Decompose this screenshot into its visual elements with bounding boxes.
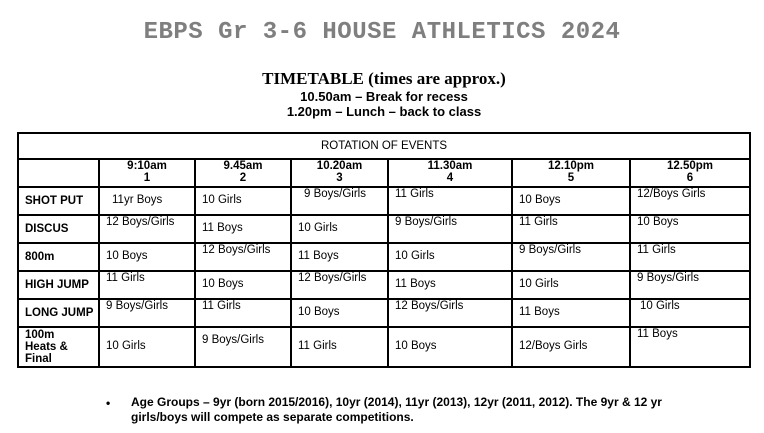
bullet-marker: •	[106, 396, 111, 410]
table-row	[18, 215, 750, 243]
table-cell	[512, 299, 630, 327]
event-label: DISCUS	[18, 215, 99, 243]
event-label: 800m	[18, 243, 99, 271]
event-label: HIGH JUMP	[18, 271, 99, 299]
cell-text: 11yr Boys	[112, 194, 163, 206]
header-empty-cell	[18, 159, 99, 187]
cell-text: 12 Boys/Girls	[202, 244, 271, 256]
table-cell	[291, 187, 388, 215]
cell-text: 10 Boys	[298, 306, 340, 318]
table-cell	[195, 187, 291, 215]
table-cell	[388, 187, 512, 215]
table-cell	[99, 187, 195, 215]
timetable-subtitle: TIMETABLE (times are approx.)	[262, 69, 506, 88]
table-cell	[195, 215, 291, 243]
table-cell	[630, 327, 750, 367]
column-header	[388, 159, 512, 187]
table-cell	[99, 271, 195, 299]
column-number: 6	[686, 172, 694, 184]
table-cell	[388, 215, 512, 243]
table-cell	[291, 215, 388, 243]
cell-text: 12 Boys/Girls	[298, 272, 367, 284]
cell-text: 9 Boys/Girls	[395, 216, 457, 228]
column-number: 5	[567, 172, 575, 184]
table-cell	[291, 299, 388, 327]
cell-text: 11 Girls	[202, 300, 241, 312]
table-cell	[195, 327, 291, 367]
table-cell	[99, 243, 195, 271]
cell-text: 11 Girls	[298, 340, 337, 352]
recess-note: 10.50am – Break for recess	[300, 89, 468, 104]
table-cell	[388, 299, 512, 327]
table-cell	[99, 299, 195, 327]
cell-text: 10 Boys	[519, 194, 561, 206]
table-cell	[195, 299, 291, 327]
table-cell	[630, 271, 750, 299]
table-cell	[195, 243, 291, 271]
event-label: SHOT PUT	[18, 187, 99, 215]
lunch-note: 1.20pm – Lunch – back to class	[286, 104, 482, 119]
table-cell	[630, 299, 750, 327]
cell-text: 10 Boys	[202, 278, 244, 290]
column-number: 4	[446, 172, 454, 184]
cell-text: 9 Boys/Girls	[519, 244, 581, 256]
cell-text: 12/Boys Girls	[519, 340, 588, 352]
table-cell	[512, 271, 630, 299]
cell-text: 9 Boys/Girls	[106, 300, 168, 312]
cell-text: 12/Boys Girls	[637, 188, 706, 200]
cell-text: 9 Boys/Girls	[202, 334, 264, 346]
cell-text: 11 Boys	[298, 250, 339, 262]
table-cell	[291, 327, 388, 367]
time-header-row	[18, 159, 750, 187]
column-time: 9:10am	[127, 160, 167, 172]
cell-text: 10 Boys	[106, 250, 148, 262]
cell-text: 12 Boys/Girls	[106, 216, 175, 228]
cell-text: 11 Girls	[637, 244, 676, 256]
table-row	[18, 327, 750, 367]
column-header	[99, 159, 195, 187]
table-row	[18, 243, 750, 271]
cell-text: 9 Boys/Girls	[304, 188, 366, 200]
cell-text: 11 Girls	[395, 188, 434, 200]
cell-text: 11 Boys	[395, 278, 436, 290]
cell-text: 10 Girls	[519, 278, 559, 290]
table-cell	[291, 243, 388, 271]
cell-text: 11 Girls	[106, 272, 145, 284]
cell-text: 12 Boys/Girls	[395, 300, 464, 312]
event-label	[18, 327, 99, 367]
table-row	[18, 299, 750, 327]
table-cell	[630, 243, 750, 271]
table-row	[18, 187, 750, 215]
cell-text: 10 Girls	[640, 300, 680, 312]
table-cell	[388, 271, 512, 299]
table-cell	[630, 187, 750, 215]
column-number: 2	[239, 172, 247, 184]
column-header	[195, 159, 291, 187]
table-cell	[291, 271, 388, 299]
cell-text: 10 Girls	[395, 250, 435, 262]
page-title: EBPS Gr 3-6 HOUSE ATHLETICS 2024	[143, 19, 621, 46]
column-time: 10.20am	[316, 160, 363, 172]
column-time: 12.50pm	[666, 160, 714, 172]
cell-text: 9 Boys/Girls	[637, 272, 699, 284]
table-cell	[630, 215, 750, 243]
column-time: 12.10pm	[547, 160, 595, 172]
table-cell	[512, 187, 630, 215]
age-groups-note: Age Groups – 9yr (born 2015/2016), 10yr (2014), 11yr (2013), 12yr (2011, 2012). The 9yr & 12 yr girls/boys will compete as separate competitions.	[131, 395, 662, 424]
event-label-text: 100m Heats & Final	[25, 329, 68, 365]
table-row	[18, 271, 750, 299]
cell-text: 11 Girls	[519, 216, 558, 228]
column-header	[291, 159, 388, 187]
table-cell	[99, 327, 195, 367]
column-number: 1	[143, 172, 151, 184]
column-header	[512, 159, 630, 187]
cell-text: 10 Boys	[637, 216, 679, 228]
cell-text: 11 Boys	[519, 306, 560, 318]
table-cell	[195, 271, 291, 299]
column-time: 9.45am	[223, 160, 263, 172]
table-cell	[388, 327, 512, 367]
cell-text: 11 Boys	[202, 222, 243, 234]
cell-text: 10 Girls	[106, 340, 146, 352]
table-cell	[99, 215, 195, 243]
table-cell	[388, 243, 512, 271]
table-cell	[512, 215, 630, 243]
cell-text: 10 Girls	[202, 194, 242, 206]
cell-text: 10 Boys	[395, 340, 437, 352]
event-label: LONG JUMP	[18, 299, 99, 327]
cell-text: 10 Girls	[298, 222, 338, 234]
table-cell	[512, 327, 630, 367]
rotation-caption: ROTATION OF EVENTS	[18, 133, 750, 159]
table-cell	[512, 243, 630, 271]
column-header	[630, 159, 750, 187]
column-time: 11.30am	[427, 160, 473, 172]
timetable-table	[17, 132, 751, 368]
column-number: 3	[336, 172, 343, 184]
cell-text: 11 Boys	[637, 328, 678, 340]
